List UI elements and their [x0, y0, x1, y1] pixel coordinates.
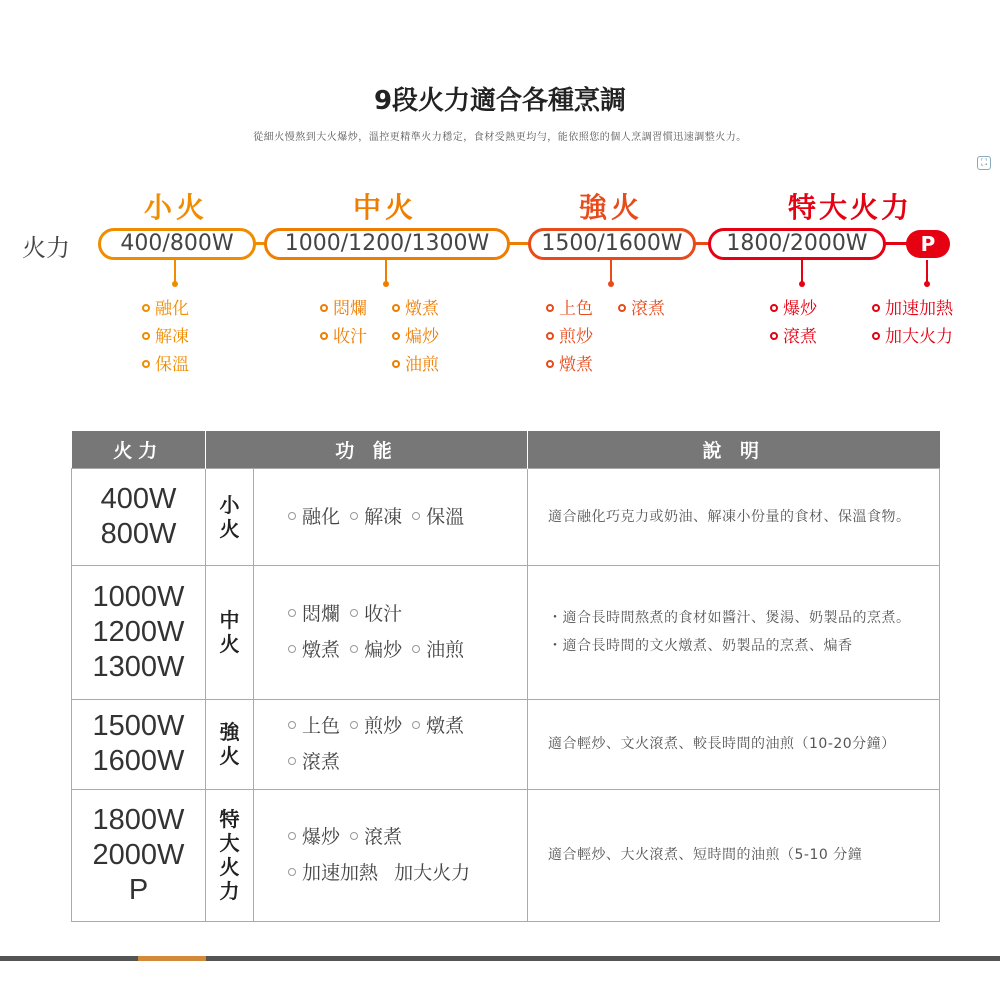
bullet-icon [142, 304, 150, 312]
method-item: 油煎 [392, 350, 439, 375]
bullet-icon [618, 304, 626, 312]
method-item: 收汁 [320, 322, 367, 347]
row-level: 強 火 [206, 699, 254, 789]
bullet-icon [392, 360, 400, 368]
method-item: 燉煮 [546, 350, 593, 375]
bullet-icon [350, 832, 358, 840]
pointer-dot [924, 281, 930, 287]
table-row [72, 565, 940, 699]
method-item: 加大火力 [872, 322, 953, 347]
function-line: 悶爛 收汁 [284, 596, 527, 632]
progress-segment [138, 956, 206, 961]
expand-icon[interactable]: ⛶ [977, 156, 991, 170]
method-item: 煸炒 [392, 322, 439, 347]
bullet-icon [350, 609, 358, 617]
row-functions [254, 468, 528, 565]
level-heading-mid: 中火 [352, 191, 417, 224]
function-line: 爆炒 滾煮 [284, 819, 527, 855]
level-heading-max: 特大火力 [787, 191, 912, 224]
power-label: 火力 [22, 234, 70, 262]
row-functions [254, 565, 528, 699]
bullet-icon [546, 332, 554, 340]
row-description: ・適合長時間熬煮的食材如醬汁、煲湯、奶製品的烹煮。 ・適合長時間的文火燉煮、奶製品的烹煮、煸香 [528, 565, 940, 699]
method-item: 煎炒 [546, 322, 593, 347]
bullet-icon [546, 360, 554, 368]
row-watts: 1500W 1600W [72, 699, 206, 789]
function-line: 滾煮 [284, 744, 527, 780]
bullet-icon [320, 304, 328, 312]
bottom-progress-bar [0, 956, 1000, 961]
watt-pill-low: 400/800W [98, 228, 256, 260]
function-line: 加速加熱 加大火力 [284, 855, 527, 891]
table-row [72, 789, 940, 921]
row-watts: 400W 800W [72, 468, 206, 565]
bullet-icon [142, 360, 150, 368]
bullet-icon [770, 304, 778, 312]
row-level: 中 火 [206, 565, 254, 699]
pointer-dot [383, 281, 389, 287]
p-badge: P [906, 230, 950, 258]
row-description: 適合輕炒、文火滾煮、較長時間的油煎（10-20分鐘） [528, 699, 940, 789]
bullet-icon [288, 645, 296, 653]
bullet-icon [288, 868, 296, 876]
bullet-icon [350, 721, 358, 729]
bullet-icon [288, 512, 296, 520]
bullet-icon [392, 332, 400, 340]
row-description: 適合融化巧克力或奶油、解凍小份量的食材、保溫食物。 [528, 468, 940, 565]
method-item: 加速加熱 [872, 294, 953, 319]
bullet-icon [350, 645, 358, 653]
bullet-icon [288, 721, 296, 729]
timeline-connector [508, 242, 530, 245]
bullet-icon [872, 332, 880, 340]
page-title: 9段火力適合各種烹調 [373, 86, 627, 116]
page-subtitle: 從細火慢熬到大火爆炒，溫控更精準火力穩定，食材受熱更均勻，能依照您的個人烹調習慣迅速調整火力。 [253, 132, 747, 143]
bullet-icon [142, 332, 150, 340]
watt-pill-mid: 1000/1200/1300W [264, 228, 510, 260]
bullet-icon [392, 304, 400, 312]
row-level: 特 大 火 力 [206, 789, 254, 921]
bullet-icon [770, 332, 778, 340]
header-description: 說 明 [528, 431, 940, 468]
method-item: 爆炒 [770, 294, 817, 319]
method-item: 燉煮 [392, 294, 439, 319]
pointer-dot [172, 281, 178, 287]
row-watts: 1000W 1200W 1300W [72, 565, 206, 699]
method-item: 悶爛 [320, 294, 367, 319]
row-description: 適合輕炒、大火滾煮、短時間的油煎（5-10 分鐘 [528, 789, 940, 921]
table-row [72, 468, 940, 565]
table-header-row [72, 431, 940, 468]
header-power: 火力 [72, 431, 206, 468]
row-watts: 1800W 2000W P [72, 789, 206, 921]
watt-pill-high: 1500/1600W [528, 228, 696, 260]
bullet-icon [412, 645, 420, 653]
bullet-icon [872, 304, 880, 312]
level-heading-high: 強火 [578, 191, 643, 224]
method-item: 保溫 [142, 350, 189, 375]
method-item: 上色 [546, 294, 593, 319]
bullet-icon [546, 304, 554, 312]
bullet-icon [412, 721, 420, 729]
watt-pill-max: 1800/2000W [708, 228, 886, 260]
method-item: 融化 [142, 294, 189, 319]
header-function: 功 能 [206, 431, 528, 468]
table-row [72, 699, 940, 789]
row-level: 小 火 [206, 468, 254, 565]
row-functions [254, 789, 528, 921]
method-item: 滾煮 [618, 294, 665, 319]
method-item: 解凍 [142, 322, 189, 347]
function-line: 上色 煎炒 燉煮 [284, 708, 527, 744]
row-functions [254, 699, 528, 789]
bullet-icon [288, 757, 296, 765]
bullet-icon [350, 512, 358, 520]
level-heading-low: 小火 [143, 191, 208, 224]
timeline-connector [884, 242, 908, 245]
function-line: 燉煮 煸炒 油煎 [284, 632, 527, 668]
bullet-icon [288, 832, 296, 840]
function-line: 融化 解凍 保溫 [284, 499, 527, 535]
power-spec-table [71, 431, 940, 922]
bullet-icon [288, 609, 296, 617]
bullet-icon [412, 512, 420, 520]
method-item: 滾煮 [770, 322, 817, 347]
bullet-icon [320, 332, 328, 340]
pointer-dot [608, 281, 614, 287]
pointer-dot [799, 281, 805, 287]
